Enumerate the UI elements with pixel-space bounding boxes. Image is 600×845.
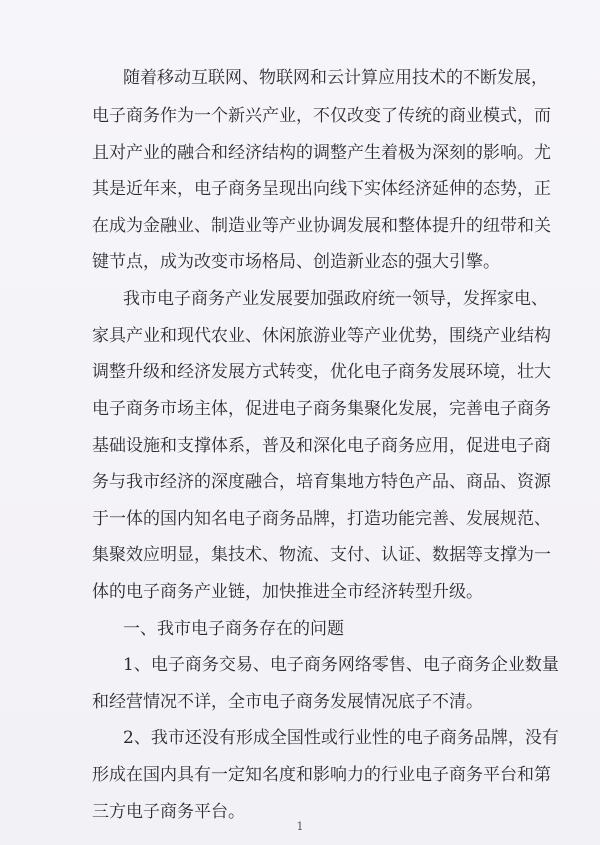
text-line: 随着移动互联网、物联网和云计算应用技术的不断发展，	[123, 68, 548, 88]
section-heading: 一、我市电子商务存在的问题	[123, 619, 344, 639]
text-line: 且对产业的融合和经济结构的调整产生着极为深刻的影响。尤	[92, 143, 551, 163]
text-line: 电子商务市场主体，促进电子商务集聚化发展，完善电子商务	[92, 399, 551, 419]
text-line: 在成为金融业、制造业等产业协调发展和整体提升的纽带和关	[92, 216, 551, 236]
text-line: 电子商务作为一个新兴产业，不仅改变了传统的商业模式，而	[92, 106, 551, 126]
text-line: 形成在国内具有一定知名度和影响力的行业电子商务平台和第	[92, 765, 551, 785]
text-line: 基础设施和支撑体系，普及和深化电子商务应用，促进电子商	[92, 436, 551, 456]
text-line: 和经营情况不详，全市电子商务发展情况底子不清。	[92, 692, 483, 712]
text-line: 其是近年来，电子商务呈现出向线下实体经济延伸的态势，正	[92, 179, 551, 199]
text-line: 三方电子商务平台。	[92, 802, 245, 822]
text-line: 体的电子商务产业链，加快推进全市经济转型升级。	[92, 582, 483, 602]
text-line: 于一体的国内知名电子商务品牌，打造功能完善、发展规范、	[92, 509, 551, 529]
text-line: 我市电子商务产业发展要加强政府统一领导，发挥家电、	[123, 289, 548, 309]
text-line: 家具产业和现代农业、休闲旅游业等产业优势，围绕产业结构	[92, 326, 551, 346]
page-number: 1	[296, 820, 304, 833]
text-line: 集聚效应明显，集技术、物流、支付、认证、数据等支撑为一	[92, 545, 551, 565]
text-line: 2、我市还没有形成全国性或行业性的电子商务品牌，没有	[123, 728, 559, 748]
text-line: 键节点，成为改变市场格局、创造新业态的强大引擎。	[92, 252, 500, 272]
text-line: 1、电子商务交易、电子商务网络零售、电子商务企业数量	[123, 655, 559, 675]
text-line: 调整升级和经济发展方式转变，优化电子商务发展环境，壮大	[92, 362, 551, 382]
text-line: 务与我市经济的深度融合，培育集地方特色产品、商品、资源	[92, 472, 551, 492]
